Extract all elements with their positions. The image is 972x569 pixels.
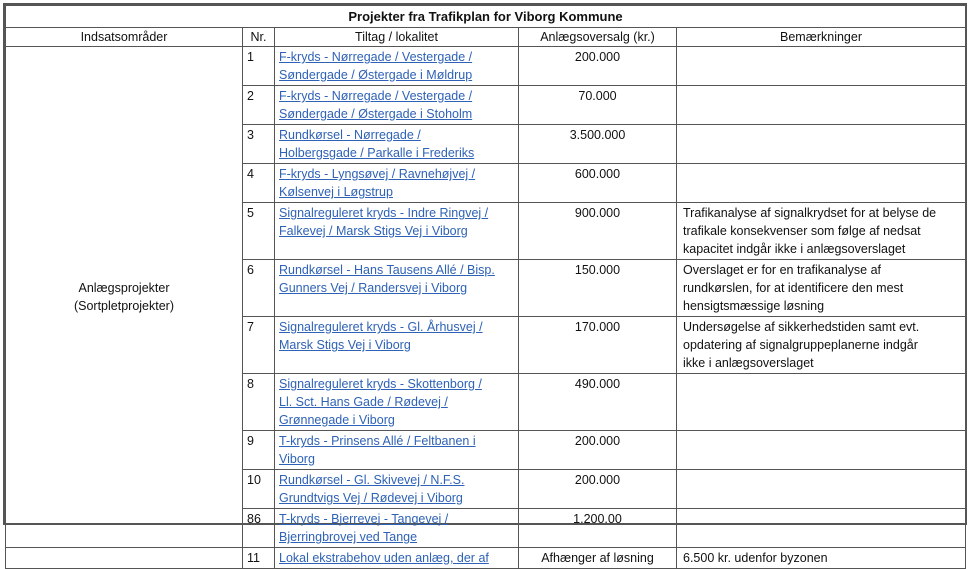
cost-cell: 1.200.00	[519, 509, 677, 548]
tiltag-cell	[275, 125, 519, 164]
row-number: 86	[243, 509, 275, 548]
remarks-cell	[677, 509, 966, 548]
remarks-cell	[677, 431, 966, 470]
project-link[interactable]: T-kryds - Bjerrevej - Tangevej /	[279, 512, 449, 526]
cost-cell: 600.000	[519, 164, 677, 203]
table-title: Projekter fra Trafikplan for Viborg Kommune	[6, 6, 966, 28]
remarks-cell	[677, 47, 966, 86]
header-nr: Nr.	[243, 28, 275, 47]
area-cell	[6, 47, 243, 548]
remark-line: trafikale konsekvenser som følge af nedsat	[683, 224, 921, 238]
area-cell	[6, 548, 243, 569]
cost-cell: 3.500.000	[519, 125, 677, 164]
cost-cell: 200.000	[519, 47, 677, 86]
project-link[interactable]: Gunners Vej / Randersvej i Viborg	[279, 281, 468, 295]
table-row	[6, 548, 966, 569]
remarks-cell	[677, 317, 966, 374]
project-link[interactable]: Viborg	[279, 452, 315, 466]
tiltag-cell	[275, 470, 519, 509]
row-number: 10	[243, 470, 275, 509]
header-area: Indsatsområder	[6, 28, 243, 47]
project-link[interactable]: F-kryds - Nørregade / Vestergade /	[279, 89, 473, 103]
header-remarks: Bemærkninger	[677, 28, 966, 47]
remark-line: Undersøgelse af sikkerhedstiden samt evt.	[683, 320, 920, 334]
tiltag-cell	[275, 509, 519, 548]
project-link[interactable]: Kølsenvej i Løgstrup	[279, 185, 393, 199]
cost-cell: 70.000	[519, 86, 677, 125]
cost-cell: 150.000	[519, 260, 677, 317]
remark-line: ikke i anlægsoverslaget	[683, 356, 814, 370]
header-tiltag: Tiltag / lokalitet	[275, 28, 519, 47]
row-number: 4	[243, 164, 275, 203]
project-link[interactable]: Signalreguleret kryds - Gl. Århusvej /	[279, 320, 483, 334]
area-label: Anlægsprojekter	[78, 281, 170, 295]
project-link[interactable]: F-kryds - Nørregade / Vestergade /	[279, 50, 473, 64]
tiltag-cell	[275, 164, 519, 203]
cost-cell: 200.000	[519, 470, 677, 509]
remark-line: kapacitet indgår ikke i anlægsoverslaget	[683, 242, 906, 256]
remarks-cell	[677, 203, 966, 260]
remark-line: Overslaget er for en trafikanalyse af	[683, 263, 882, 277]
tiltag-cell	[275, 431, 519, 470]
cost-cell: 170.000	[519, 317, 677, 374]
project-link[interactable]: Rundkørsel - Hans Tausens Allé / Bisp.	[279, 263, 495, 277]
row-number: 6	[243, 260, 275, 317]
project-link[interactable]: Søndergade / Østergade i Stoholm	[279, 107, 473, 121]
document-frame	[3, 3, 967, 565]
header-cost: Anlægsoversalg (kr.)	[519, 28, 677, 47]
tiltag-cell	[275, 374, 519, 431]
row-number: 7	[243, 317, 275, 374]
projects-table	[5, 5, 966, 569]
project-link[interactable]: Bjerringbrovej ved Tange	[279, 530, 418, 544]
remark-line: rundkørslen, for at identificere den mest	[683, 281, 904, 295]
row-number: 9	[243, 431, 275, 470]
row-number: 5	[243, 203, 275, 260]
remark-line: 6.500 kr. udenfor byzonen	[683, 551, 828, 565]
row-number: 2	[243, 86, 275, 125]
remarks-cell	[677, 260, 966, 317]
project-link[interactable]: Grundtvigs Vej / Rødevej i Viborg	[279, 491, 463, 505]
project-link[interactable]: F-kryds - Lyngsøvej / Ravnehøjvej /	[279, 167, 476, 181]
tiltag-cell	[275, 260, 519, 317]
remarks-cell	[677, 470, 966, 509]
project-link[interactable]: Signalreguleret kryds - Indre Ringvej /	[279, 206, 489, 220]
project-link[interactable]: Ll. Sct. Hans Gade / Rødevej /	[279, 395, 448, 409]
project-link[interactable]: Grønnegade i Viborg	[279, 413, 395, 427]
project-link[interactable]: Søndergade / Østergade i Møldrup	[279, 68, 473, 82]
table-row	[6, 47, 966, 86]
project-link[interactable]: Holbergsgade / Parkalle i Frederiks	[279, 146, 475, 160]
cost-cell: Afhænger af løsning	[519, 548, 677, 569]
remarks-cell	[677, 86, 966, 125]
tiltag-cell	[275, 47, 519, 86]
remark-line: opdatering af signalgruppeplanerne indgår	[683, 338, 918, 352]
project-link[interactable]: Falkevej / Marsk Stigs Vej i Viborg	[279, 224, 468, 238]
remarks-cell	[677, 548, 966, 569]
remark-line: hensigtsmæssige løsning	[683, 299, 825, 313]
row-number: 11	[243, 548, 275, 569]
remarks-cell	[677, 164, 966, 203]
cost-cell: 900.000	[519, 203, 677, 260]
tiltag-cell	[275, 548, 519, 569]
project-link[interactable]: Rundkørsel - Nørregade /	[279, 128, 421, 142]
project-link[interactable]: Signalreguleret kryds - Skottenborg /	[279, 377, 482, 391]
remarks-cell	[677, 125, 966, 164]
header-row	[6, 28, 966, 47]
tiltag-cell	[275, 317, 519, 374]
row-number: 1	[243, 47, 275, 86]
tiltag-cell	[275, 86, 519, 125]
project-link[interactable]: T-kryds - Prinsens Allé / Feltbanen i	[279, 434, 476, 448]
project-link[interactable]: Lokal ekstrabehov uden anlæg, der af	[279, 551, 489, 565]
area-label: (Sortpletprojekter)	[73, 299, 175, 313]
row-number: 8	[243, 374, 275, 431]
tiltag-cell	[275, 203, 519, 260]
row-number: 3	[243, 125, 275, 164]
cost-cell: 200.000	[519, 431, 677, 470]
remarks-cell	[677, 374, 966, 431]
project-link[interactable]: Marsk Stigs Vej i Viborg	[279, 338, 411, 352]
project-link[interactable]: Rundkørsel - Gl. Skivevej / N.F.S.	[279, 473, 465, 487]
remark-line: Trafikanalyse af signalkrydset for at belyse de	[683, 206, 937, 220]
cost-cell: 490.000	[519, 374, 677, 431]
